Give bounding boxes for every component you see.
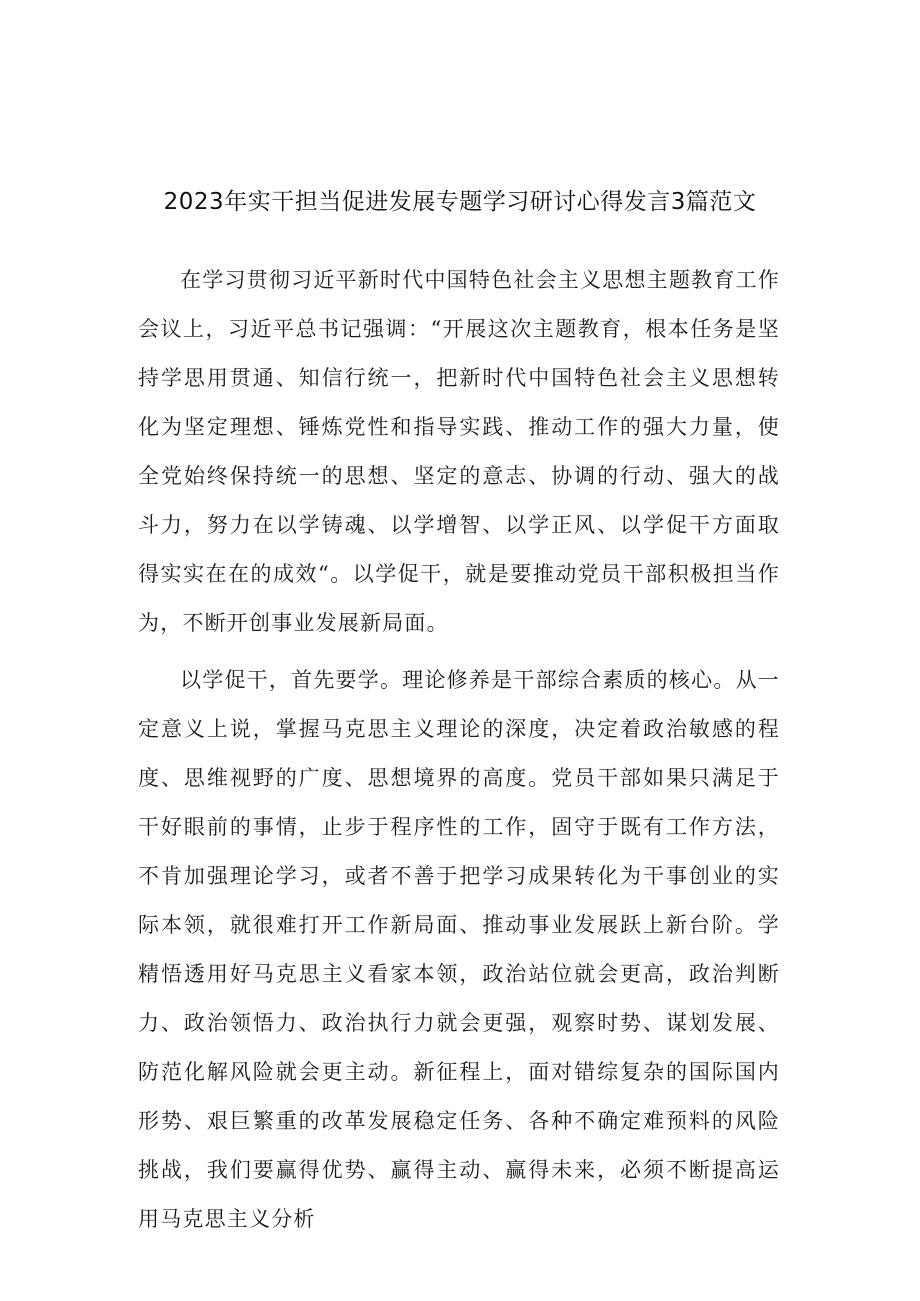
document-body <box>138 256 780 1244</box>
document-title: 2023年实干担当促进发展专题学习研讨心得发言3篇范文 <box>163 189 757 215</box>
paragraph-study-first: 以学促干，首先要学。理论修养是干部综合素质的核心。从一定意义上说，掌握马克思主义理论的深度，决定着政治敏感的程度、思维视野的广度、思想境界的高度。党员干部如果只满足于干好眼前的事情，止步于程序性的工作，固守于既有工作方法，不肯加强理论学习，或者不善于把学习成果转化为干事创业的实际本领，就很难打开工作新局面、推动事业发展跃上新台阶。学精悟透用好马克思主义看家本领，政治站位就会更高，政治判断力、政治领悟力、政治执行力就会更强，观察时势、谋划发展、防范化解风险就会更主动。新征程上，面对错综复杂的国际国内形势、艰巨繁重的改革发展稳定任务、各种不确定难预料的风险挑战，我们要赢得优势、赢得主动、赢得未来，必须不断提高运用马克思主义分析 <box>138 668 780 1231</box>
paragraph-intro: 在学习贯彻习近平新时代中国特色社会主义思想主题教育工作会议上，习近平总书记强调：“开展这次主题教育，根本任务是坚持学思用贯通、知信行统一，把新时代中国特色社会主义思想转化为坚定理想、锤炼党性和指导实践、推动工作的强大力量，使全党始终保持统一的思想、坚定的意志、协调的行动、强大的战斗力，努力在以学铸魂、以学增智、以学正风、以学促干方面取得实实在在的成效“。以学促干，就是要推动党员干部积极担当作为，不断开创事业发展新局面。 <box>138 268 780 635</box>
